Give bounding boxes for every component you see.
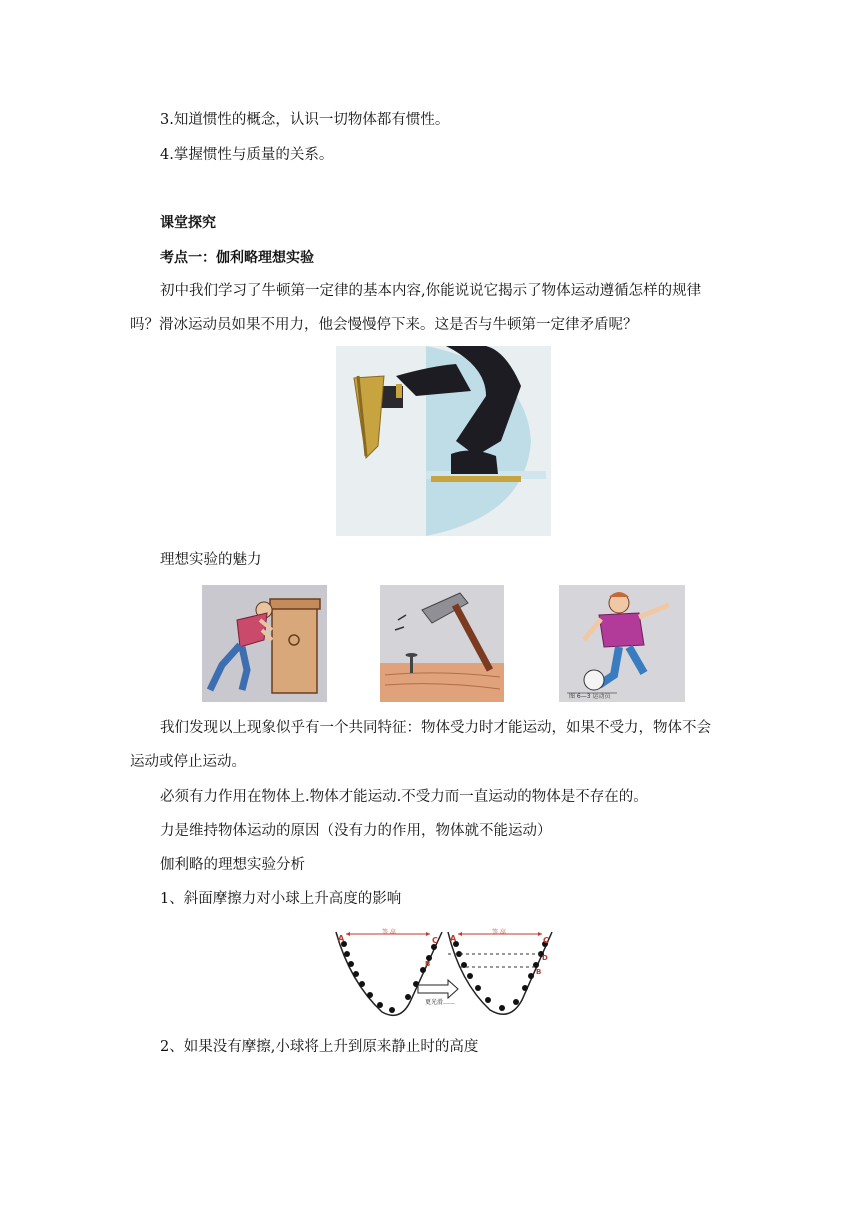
statement-1: 必须有力作用在物体上.物体才能运动.不受力而一直运动的物体是不存在的。 xyxy=(160,789,648,805)
soccer-kick-illustration xyxy=(559,585,685,702)
item-1: 1、斜面摩擦力对小球上升高度的影响 xyxy=(160,891,402,907)
observation-line1: 我们发现以上现象似乎有一个共同特征：物体受力时才能运动，如果不受力，物体不会 xyxy=(160,720,711,736)
label-equal-height-2: 等 高 xyxy=(492,929,506,936)
item-2: 2、如果没有摩擦,小球将上升到原来静止时的高度 xyxy=(160,1039,479,1055)
caption-ideal-experiment: 理想实验的魅力 xyxy=(160,552,262,568)
section-title: 课堂探究 xyxy=(160,215,216,231)
statement-2: 力是维持物体运动的原因（没有力的作用，物体就不能运动） xyxy=(160,823,552,839)
label-smoother: 更光滑…… xyxy=(425,999,456,1006)
label-equal-height-1: 等 高 xyxy=(382,929,396,936)
pushing-box-illustration xyxy=(202,585,327,702)
objective-3: 4.掌握惯性与质量的关系。 xyxy=(160,147,334,163)
analysis-title: 伽利略的理想实验分析 xyxy=(160,857,305,873)
point-b-right: B xyxy=(536,968,542,976)
point-a-right: A xyxy=(450,934,457,943)
speed-skater-image xyxy=(336,346,551,536)
soccer-caption: 图 6—3 运动员 xyxy=(569,693,611,700)
point-c-left: C xyxy=(432,936,438,945)
point-c-right: C xyxy=(543,936,549,945)
observation-line2: 运动或停止运动。 xyxy=(130,754,246,770)
point-d-right: D xyxy=(542,954,548,962)
point-a-left: A xyxy=(338,934,345,943)
incline-ball-diagram xyxy=(330,922,560,1020)
intro-paragraph-line1: 初中我们学习了牛顿第一定律的基本内容,你能说说它揭示了物体运动遵循怎样的规律 xyxy=(160,283,702,299)
hammer-nail-illustration xyxy=(380,585,504,702)
point-b-left: B xyxy=(425,960,431,968)
topic-title: 考点一：伽利略理想实验 xyxy=(160,250,314,266)
objective-2: 3.知道惯性的概念，认识一切物体都有惯性。 xyxy=(160,112,450,128)
intro-paragraph-line2: 吗？滑冰运动员如果不用力，他会慢慢停下来。这是否与牛顿第一定律矛盾呢？ xyxy=(130,317,638,333)
